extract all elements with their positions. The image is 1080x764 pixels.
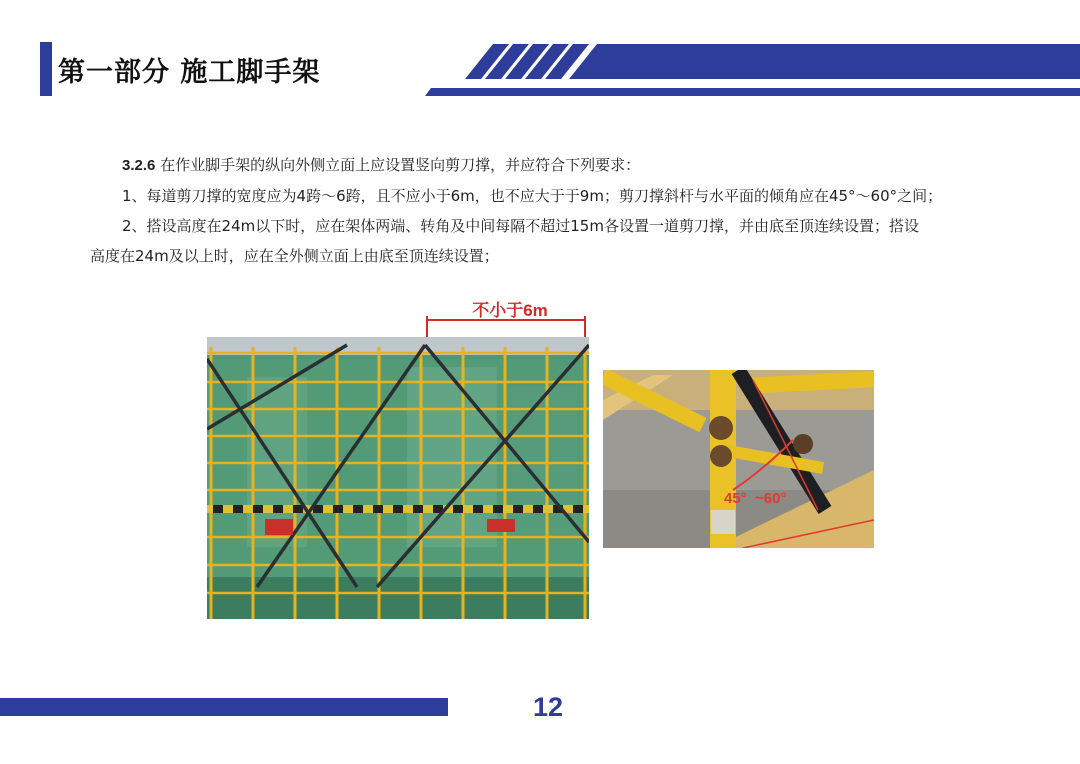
coupler-joint-photo: [603, 370, 874, 548]
section-text: 在作业脚手架的纵向外侧立面上应设置竖向剪刀撑，并应符合下列要求：: [155, 156, 641, 174]
requirement-item-1: 1、每道剪刀撑的宽度应为4跨～6跨，且不应小于6m，也不应大于于9m；剪刀撑斜杆与水平面的倾角应在45°～60°之间；: [122, 187, 943, 205]
angle-label: 45° ~60°: [724, 490, 787, 507]
requirement-item-2: 2、搭设高度在24m以下时，应在架体两端、转角及中间每隔不超过15m各设置一道剪刀撑，并由底至顶连续设置；搭设: [122, 217, 919, 235]
footer-bar: [0, 698, 448, 716]
section-number: 3.2.6: [122, 157, 156, 174]
page-title: 第一部分 施工脚手架: [58, 57, 321, 88]
section-heading: [90, 150, 1005, 181]
requirement-item-2-cont: 高度在24m及以上时，应在全外侧立面上由底至顶连续设置；: [90, 247, 499, 265]
header-stripe-decoration: [425, 44, 1080, 96]
dimension-label: 不小于6m: [472, 301, 548, 320]
body-text: [90, 150, 1005, 271]
scaffold-facade-photo: [207, 337, 589, 619]
page-number: 12: [532, 692, 564, 722]
title-accent-bar: [40, 42, 52, 96]
